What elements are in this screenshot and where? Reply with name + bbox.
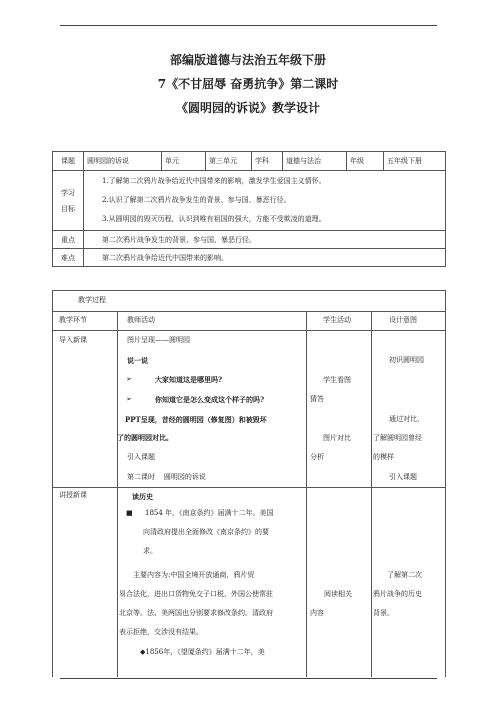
s1-student-line: 学生看图 bbox=[323, 376, 351, 384]
goals-label-1: 学习 bbox=[61, 188, 75, 197]
s2-teacher-line: 求。 bbox=[143, 547, 157, 555]
subject-value: 道德与法治 bbox=[283, 152, 347, 171]
course-label: 课题 bbox=[53, 152, 84, 171]
stage-teach: 讲授新课 bbox=[59, 491, 87, 499]
bottom-rule bbox=[60, 678, 437, 679]
goals-label bbox=[53, 171, 84, 231]
s1-teacher-line: 了的圆明园对比。 bbox=[117, 433, 173, 442]
s1-intent-line: 了解圆明园曾经 bbox=[373, 434, 422, 442]
process-row-line bbox=[52, 311, 445, 312]
difficult-value: 第二次鸦片战争给近代中国带来的影响。 bbox=[84, 249, 446, 267]
subject-label: 学科 bbox=[252, 152, 283, 171]
s2-student-line: 阅读相关 bbox=[324, 590, 352, 598]
grade-label: 年级 bbox=[347, 152, 384, 171]
s2-teacher-line: 北京等。法、美两国也分别要求修改条约。清政府 bbox=[119, 609, 273, 617]
s2-teacher-line: 1854 年，《南京条约》届满十二年。美国 bbox=[145, 509, 274, 517]
s1-teacher-line: 引入课题 bbox=[127, 453, 155, 461]
s2-intent-line: 了解第二次 bbox=[387, 571, 422, 579]
s1-teacher-line: 第二课时 圆明园的诉说 bbox=[127, 473, 206, 481]
arrow-icon: ➢ bbox=[126, 375, 132, 383]
process-col-line bbox=[371, 311, 372, 677]
s2-intent-line: 鸦片战争的历史 bbox=[373, 590, 422, 598]
difficult-label: 难点 bbox=[53, 249, 84, 267]
process-col-line bbox=[306, 311, 307, 677]
goal-item: 1.了解第二次鸦片战争给近代中国带来的影响，激发学生爱国主义情怀。 bbox=[102, 177, 326, 185]
s2-teacher-line: 表示拒绝，交涉没有结果。 bbox=[119, 628, 203, 636]
arrow-icon: ➢ bbox=[126, 395, 132, 403]
title-line-2: 7《不甘屈辱 奋勇抗争》第二课时 bbox=[157, 77, 339, 91]
s2-teacher-line: 易合法化，进出口货物免交子口税，外国公使常驻 bbox=[119, 590, 273, 598]
key-label: 重点 bbox=[53, 231, 84, 249]
s1-teacher-line: 图片呈现——圆明园 bbox=[127, 336, 190, 344]
s2-intent-line: 背景。 bbox=[373, 609, 394, 617]
s1-teacher-line: 说一说 bbox=[127, 356, 148, 365]
s2-teacher-line: ◆1856年，《望厦条约》届满十二年，美 bbox=[140, 648, 265, 656]
s1-intent-line: 初识圆明园 bbox=[389, 356, 424, 364]
unit-value: 第三单元 bbox=[206, 152, 252, 171]
title-line-3: 《圆明园的诉说》教学设计 bbox=[175, 101, 320, 115]
s1-student-line: 图片对比 bbox=[323, 434, 351, 442]
process-title: 教学过程 bbox=[78, 296, 106, 304]
s1-intent-line: 的模样 bbox=[373, 453, 394, 461]
s1-teacher-line: 你知道它是怎么变成这个样子的吗? bbox=[155, 395, 265, 404]
col-student: 学生活动 bbox=[323, 316, 351, 324]
goal-item: 3.从圆明园的毁灭历程，认识到唯有祖国的强大，方能不受欺凌的道理。 bbox=[102, 215, 326, 223]
s1-teacher-line: 大家知道这是哪里吗? bbox=[155, 375, 223, 384]
goal-item: 2.认识了解第二次鸦片战争发生的背景、参与国、暴恶行径。 bbox=[102, 196, 291, 204]
info-table bbox=[52, 151, 446, 267]
grade-value: 五年级下册 bbox=[384, 152, 446, 171]
s2-teacher-line: 向清政府提出全面修改《南京条约》的要 bbox=[143, 528, 269, 536]
course-value: 圆明园的诉说 bbox=[84, 152, 162, 171]
s2-teacher-line: 主要内容为:中国全境开放通商，鸦片贸 bbox=[133, 571, 255, 579]
s2-student-line: 内容 bbox=[310, 609, 324, 617]
s1-teacher-line: PPT呈现，昔经的圆明园（修复图）和被毁坏 bbox=[125, 415, 267, 424]
top-rule bbox=[60, 25, 437, 26]
process-row-line bbox=[52, 487, 445, 488]
title-line-1: 部编版道德与法治五年级下册 bbox=[169, 53, 326, 67]
square-bullet-icon: ■ bbox=[126, 509, 133, 517]
s1-student-line: 分析 bbox=[310, 453, 324, 461]
s1-intent-line: 通过对比， bbox=[389, 415, 424, 423]
s1-intent-line: 引入课题 bbox=[389, 473, 417, 481]
key-value: 第二次鸦片战争发生的背景、参与国、暴恶行径。 bbox=[84, 231, 446, 249]
unit-label: 单元 bbox=[162, 152, 206, 171]
col-teacher: 教师活动 bbox=[127, 316, 155, 324]
process-row-line bbox=[52, 330, 445, 331]
process-col-line bbox=[117, 311, 118, 677]
goals-list bbox=[84, 171, 446, 231]
col-stage: 教学环节 bbox=[59, 316, 87, 324]
stage-import: 导入新课 bbox=[59, 336, 87, 344]
col-intent: 设计意图 bbox=[389, 316, 417, 324]
s2-teacher-line: 读历史 bbox=[132, 492, 153, 501]
goals-label-2: 目标 bbox=[61, 204, 75, 213]
s1-student-line: 猜答 bbox=[310, 395, 324, 403]
